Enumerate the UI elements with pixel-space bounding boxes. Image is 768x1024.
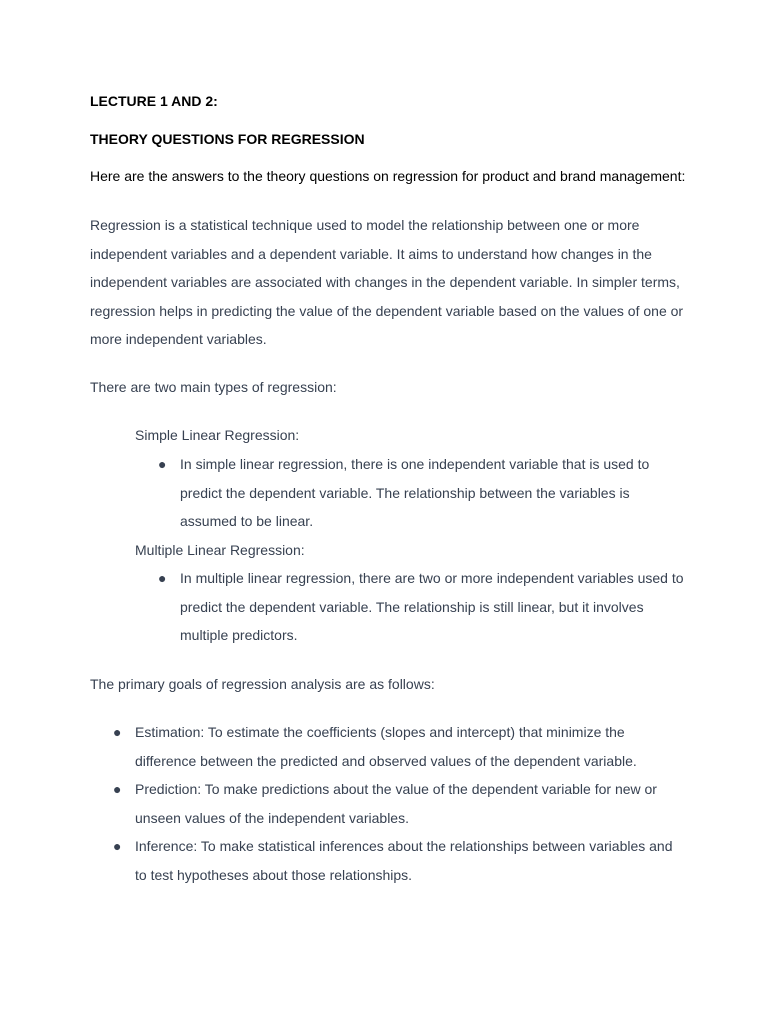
intro-text: Here are the answers to the theory questions on regression for product and brand management: — [90, 168, 686, 184]
definition-line: independent variables and a dependent variable. It aims to understand how changes in the — [90, 245, 652, 262]
type-bullet-multiple — [180, 569, 684, 655]
goal-line: Inference: To make statistical inferences about the relationships between variables and — [135, 838, 673, 854]
bullet-icon: ● — [158, 570, 167, 586]
goal-line: to test hypotheses about those relationships. — [135, 866, 413, 883]
goal-item-estimation — [135, 723, 637, 780]
goals-intro: The primary goals of regression analysis are as follows: — [90, 676, 435, 692]
bullet-line: predict the dependent variable. The relationship between the variables is — [180, 484, 630, 501]
goal-item-prediction — [135, 780, 657, 837]
bullet-icon: ● — [113, 838, 122, 854]
types-intro: There are two main types of regression: — [90, 379, 337, 395]
bullet-line: predict the dependent variable. The relationship is still linear, but it involves — [180, 598, 644, 615]
bullet-line: assumed to be linear. — [180, 513, 314, 530]
definition-line: independent variables are associated with changes in the dependent variable. In simpler terms, — [90, 274, 680, 291]
definition-line: more independent variables. — [90, 331, 267, 348]
goal-line: Prediction: To make predictions about the value of the dependent variable for new or — [135, 781, 657, 797]
type-title-simple: Simple Linear Regression: — [135, 427, 300, 443]
definition-line: Regression is a statistical technique used to model the relationship between one or more — [90, 217, 640, 233]
definition-paragraph — [90, 216, 683, 359]
bullet-icon: ● — [113, 781, 122, 797]
lecture-heading: LECTURE 1 AND 2: — [90, 93, 218, 109]
goal-line: Estimation: To estimate the coefficients (slopes and intercept) that minimize the — [135, 724, 625, 740]
bullet-line: In multiple linear regression, there are two or more independent variables used to — [180, 570, 684, 586]
bullet-line: In simple linear regression, there is one independent variable that is used to — [180, 456, 650, 472]
definition-line: regression helps in predicting the value of the dependent variable based on the values of one or — [90, 302, 684, 319]
goal-line: unseen values of the independent variables. — [135, 809, 409, 826]
bullet-line: multiple predictors. — [180, 627, 298, 644]
bullet-icon: ● — [113, 724, 122, 740]
goal-item-inference — [135, 837, 673, 894]
type-bullet-simple — [180, 455, 649, 541]
type-title-multiple: Multiple Linear Regression: — [135, 542, 305, 558]
goal-line: difference between the predicted and observed values of the dependent variable. — [135, 752, 637, 769]
theory-heading: THEORY QUESTIONS FOR REGRESSION — [90, 131, 365, 147]
bullet-icon: ● — [158, 456, 167, 472]
